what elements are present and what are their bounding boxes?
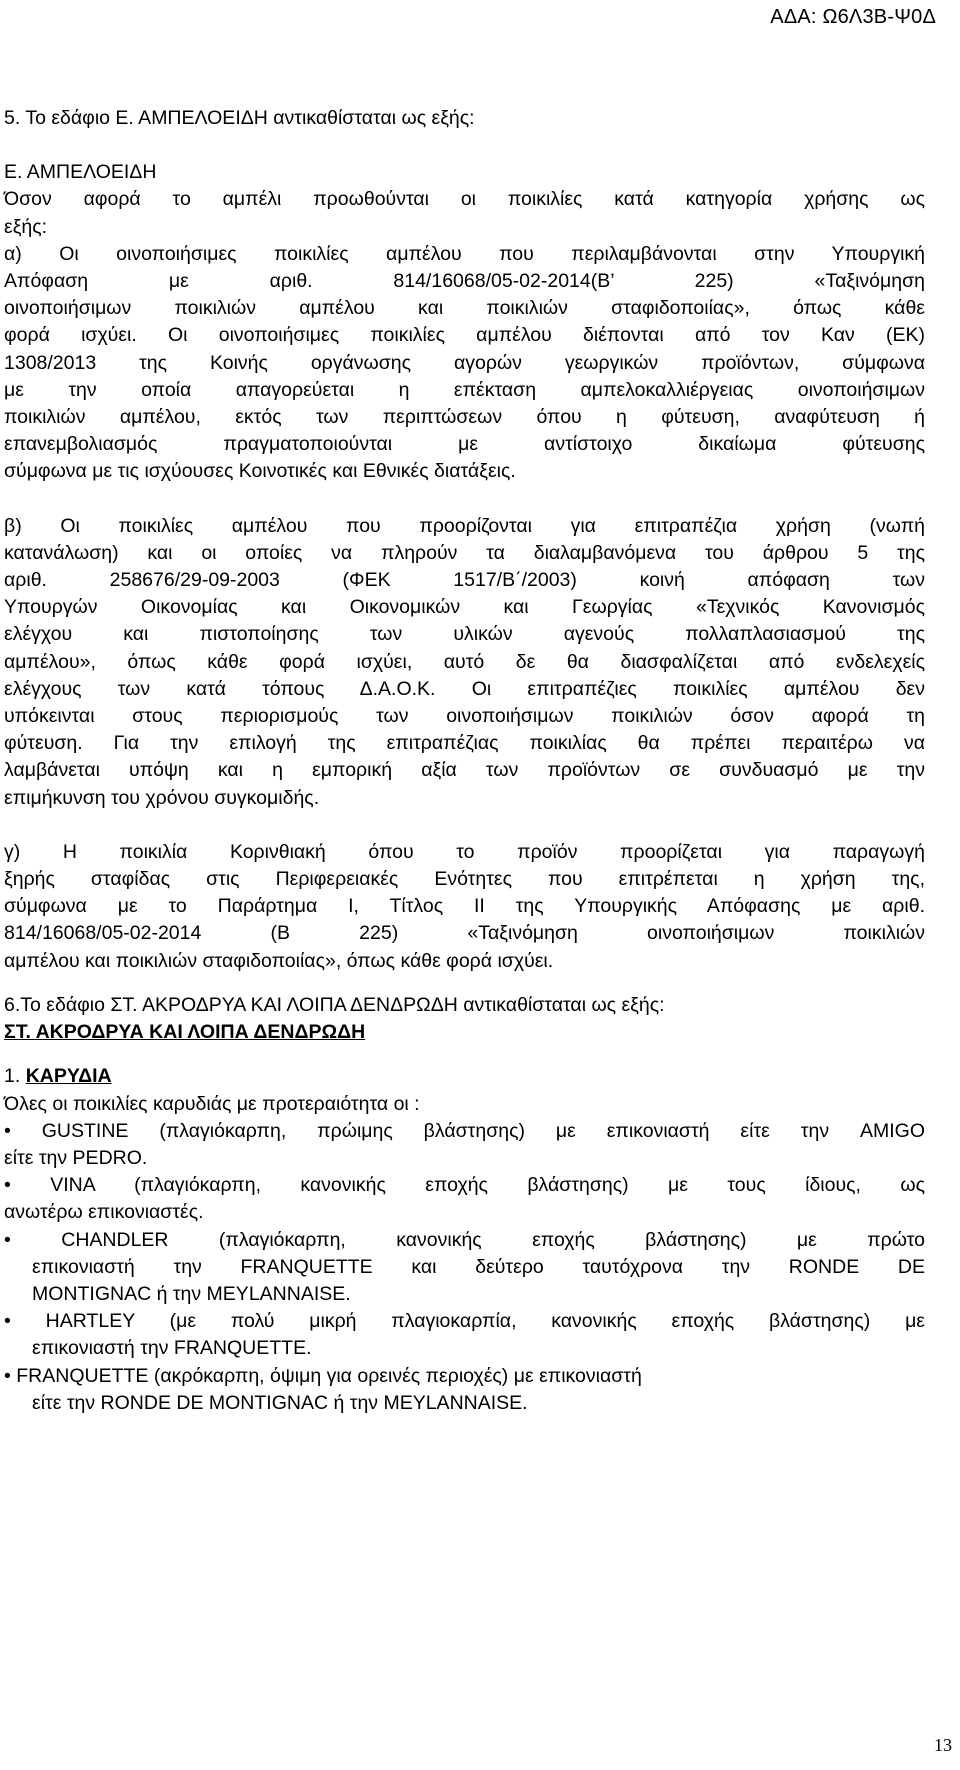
paragraph-intro: 5. Το εδάφιο Ε. ΑΜΠΕΛΟΕΙΔΗ αντικαθίσταται ως εξής: bbox=[4, 107, 475, 129]
text-line: ελέγχου και πιστοποίησης των υλικών αγενούς πολλαπλασιασμού της bbox=[4, 623, 925, 646]
page-number: 13 bbox=[934, 1735, 952, 1755]
text-line: με την οποία απαγορεύεται η επέκταση αμπελοκαλλιέργειας οινοποιήσιμων bbox=[4, 378, 925, 401]
list-item-cont: επικονιαστή την FRANQUETTE και δεύτερο ταυτόχρονα την RONDE DE bbox=[32, 1255, 925, 1278]
text-line: φορά ισχύει. Οι οινοποιήσιμες ποικιλίες αμπέλου διέπονται από τον Καν (ΕΚ) bbox=[4, 324, 925, 347]
text-line: επιμήκυνση του χρόνου συγκομιδής. bbox=[4, 786, 320, 809]
list-item: • GUSTINE (πλαγιόκαρπη, πρώιμης βλάστησης) με επικονιαστή είτε την AMIGO bbox=[4, 1119, 925, 1142]
text-line: κατανάλωση) και οι οποίες να πληρούν τα διαλαμβανόμενα του άρθρου 5 της bbox=[4, 541, 925, 564]
heading-akrodrya: ΣΤ. ΑΚΡΟΔΡΥΑ ΚΑΙ ΛΟΙΠΑ ΔΕΝΔΡΩΔΗ bbox=[4, 1021, 366, 1044]
document-body bbox=[4, 105, 925, 1417]
list-item-cont: είτε την RONDE DE MONTIGNAC ή την MEYLANNAISE. bbox=[32, 1391, 528, 1414]
text-line: α) Οι οινοποιήσιμες ποικιλίες αμπέλου που περιλαμβάνονται στην Υπουργική bbox=[4, 242, 925, 265]
list-item-cont: MONTIGNAC ή την MEYLANNAISE. bbox=[32, 1282, 351, 1305]
walnut-number: 1. bbox=[4, 1065, 26, 1088]
ada-code: ΑΔΑ: Ω6Λ3Β-Ψ0Δ bbox=[770, 6, 936, 28]
walnut-heading bbox=[4, 1063, 925, 1090]
list-item-cont: επικονιαστή την FRANQUETTE. bbox=[32, 1337, 312, 1360]
paragraph-six: 6.Το εδάφιο ΣΤ. ΑΚΡΟΔΡΥΑ ΚΑΙ ΛΟΙΠΑ ΔΕΝΔΡΩΔΗ αντικαθίσταται ως εξής: bbox=[4, 993, 665, 1016]
text-line: λαμβάνεται υπόψη και η εμπορική αξία των προϊόντων σε συνδυασμό με την bbox=[4, 759, 925, 782]
text-line: Όσον αφορά το αμπέλι προωθούνται οι ποικιλίες κατά κατηγορία χρήσης ως bbox=[4, 188, 925, 211]
text-line: σύμφωνα με το Παράρτημα Ι, Τίτλος ΙΙ της Υπουργικής Απόφασης με αριθ. bbox=[4, 895, 925, 918]
list-item: • CHANDLER (πλαγιόκαρπη, κανονικής εποχής βλάστησης) με πρώτο bbox=[4, 1228, 925, 1251]
walnut-intro: Όλες οι ποικιλίες καρυδιάς με προτεραιότητα οι : bbox=[4, 1092, 420, 1115]
text-line: Υπουργών Οικονομίας και Οικονομικών και Γεωργίας «Τεχνικός Κανονισμός bbox=[4, 596, 925, 619]
text-line: ελέγχους των κατά τόπους Δ.Α.Ο.Κ. Οι επιτραπέζιες ποικιλίες αμπέλου δεν bbox=[4, 677, 925, 700]
text-line: 1308/2013 της Κοινής οργάνωσης αγορών γεωργικών προϊόντων, σύμφωνα bbox=[4, 351, 925, 374]
text-line: φύτευση. Για την επιλογή της επιτραπέζιας ποικιλίας θα πρέπει περαιτέρω να bbox=[4, 732, 925, 755]
text-line: Απόφαση με αριθ. 814/16068/05-02-2014(Β’ 225) «Ταξινόμηση bbox=[4, 270, 925, 293]
text-line: 814/16068/05-02-2014 (Β 225) «Ταξινόμηση οινοποιήσιμων ποικιλιών bbox=[4, 922, 925, 945]
walnut-title: ΚΑΡΥΔΙΑ bbox=[25, 1065, 112, 1088]
heading-ampeloeidi: Ε. ΑΜΠΕΛΟΕΙΔΗ bbox=[4, 161, 157, 184]
list-item-cont: είτε την PEDRO. bbox=[4, 1146, 148, 1169]
text-line: υπόκεινται στους περιορισμούς των οινοποιήσιμων ποικιλιών όσον αφορά τη bbox=[4, 705, 925, 728]
text-line: ποικιλιών αμπέλου, εκτός των περιπτώσεων όπου η φύτευση, αναφύτευση ή bbox=[4, 406, 925, 429]
text-line: β) Οι ποικιλίες αμπέλου που προορίζονται για επιτραπέζια χρήση (νωπή bbox=[4, 514, 925, 537]
list-item: • VINA (πλαγιόκαρπη, κανονικής εποχής βλάστησης) με τους ίδιους, ως bbox=[4, 1174, 925, 1197]
text-line: οινοποιήσιμων ποικιλιών αμπέλου και ποικιλιών σταφιδοποιίας», όπως κάθε bbox=[4, 297, 925, 320]
text-line: αμπέλου», όπως κάθε φορά ισχύει, αυτό δε θα διασφαλίζεται από ενδελεχείς bbox=[4, 650, 925, 673]
text-line: ξηρής σταφίδας στις Περιφερειακές Ενότητες που επιτρέπεται η χρήση της, bbox=[4, 868, 925, 891]
text-line: εξής: bbox=[4, 215, 48, 238]
text-line: αριθ. 258676/29-09-2003 (ΦΕΚ 1517/Β΄/2003) κοινή απόφαση των bbox=[4, 569, 925, 592]
text-line: γ) Η ποικιλία Κορινθιακή όπου το προϊόν προορίζεται για παραγωγή bbox=[4, 840, 925, 863]
text-line: σύμφωνα με τις ισχύουσες Κοινοτικές και Εθνικές διατάξεις. bbox=[4, 460, 516, 483]
list-item: • HARTLEY (με πολύ μικρή πλαγιοκαρπία, κανονικής εποχής βλάστησης) με bbox=[4, 1310, 925, 1333]
list-item: • FRANQUETTE (ακρόκαρπη, όψιμη για ορεινές περιοχές) με επικονιαστή bbox=[4, 1364, 642, 1387]
list-item-cont: ανωτέρω επικονιαστές. bbox=[4, 1201, 204, 1224]
text-line: επανεμβολιασμός πραγματοποιούνται με αντίστοιχο δικαίωμα φύτευσης bbox=[4, 433, 925, 456]
text-line: αμπέλου και ποικιλιών σταφιδοποιίας», όπως κάθε φορά ισχύει. bbox=[4, 949, 554, 972]
